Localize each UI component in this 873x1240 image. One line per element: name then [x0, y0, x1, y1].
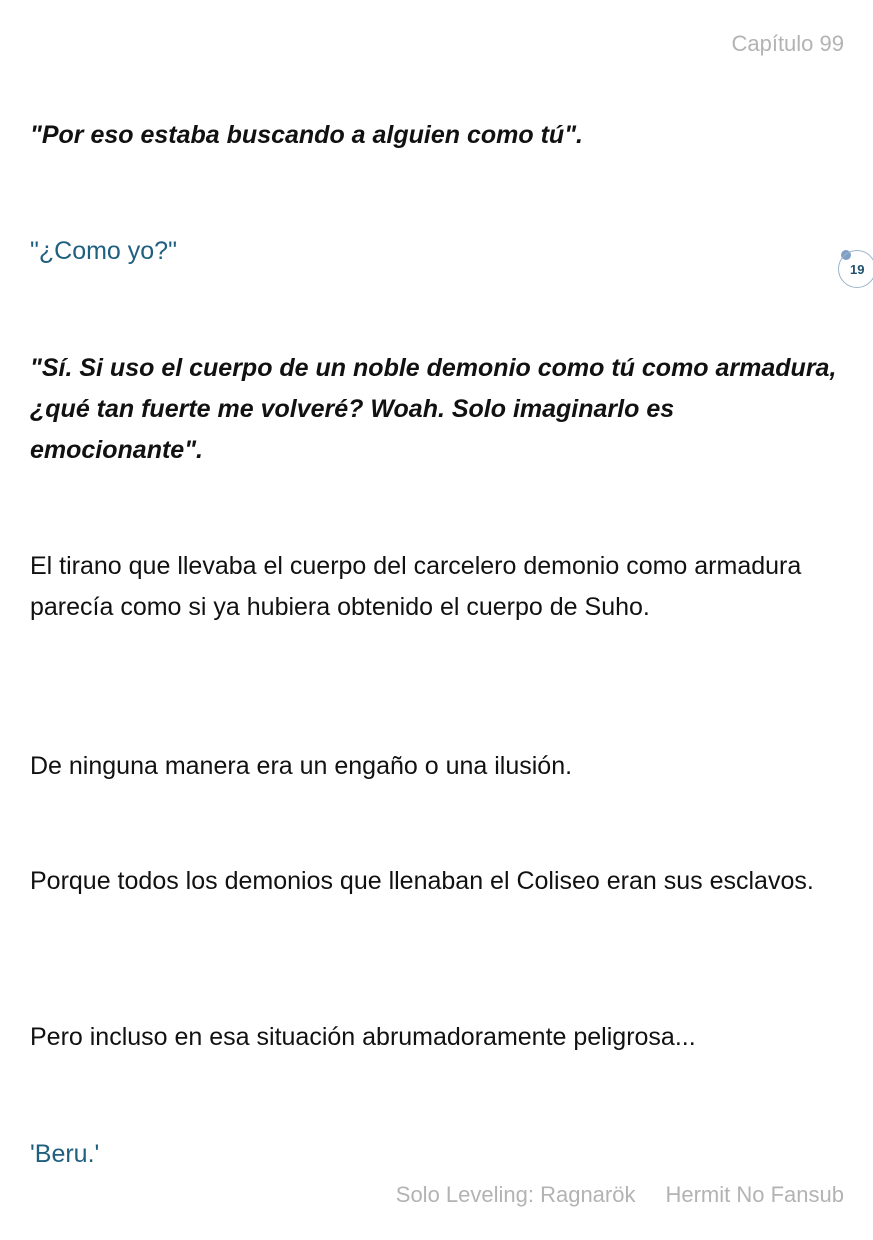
paragraph: "Por eso estaba buscando a alguien como tú".: [30, 121, 583, 149]
comment-count-badge[interactable]: [838, 250, 873, 288]
paragraph: Pero incluso en esa situación abrumadoramente peligrosa...: [30, 1023, 696, 1051]
translator-group: Hermit No Fansub: [665, 1182, 844, 1207]
novel-title: Solo Leveling: Ragnarök: [395, 1182, 636, 1207]
paragraph: Porque todos los demonios que llenaban el Coliseo eran sus esclavos.: [30, 867, 814, 895]
paragraph: "Sí. Si uso el cuerpo de un noble demonio como tú como armadura, ¿qué tan fuerte me volveré? Woah. Solo imaginarlo es emocionante".: [30, 354, 837, 464]
paragraph: 'Beru.': [30, 1140, 100, 1168]
footer: [396, 1182, 844, 1208]
paragraph: "¿Como yo?": [30, 237, 177, 265]
paragraph: De ninguna manera era un engaño o una ilusión.: [30, 752, 573, 780]
chapter-label: Capítulo 99: [731, 31, 844, 56]
paragraph: El tirano que llevaba el cuerpo del carcelero demonio como armadura parecía como si ya hubiera obtenido el cuerpo de Suho.: [30, 552, 802, 621]
comment-count: 19: [850, 262, 865, 277]
